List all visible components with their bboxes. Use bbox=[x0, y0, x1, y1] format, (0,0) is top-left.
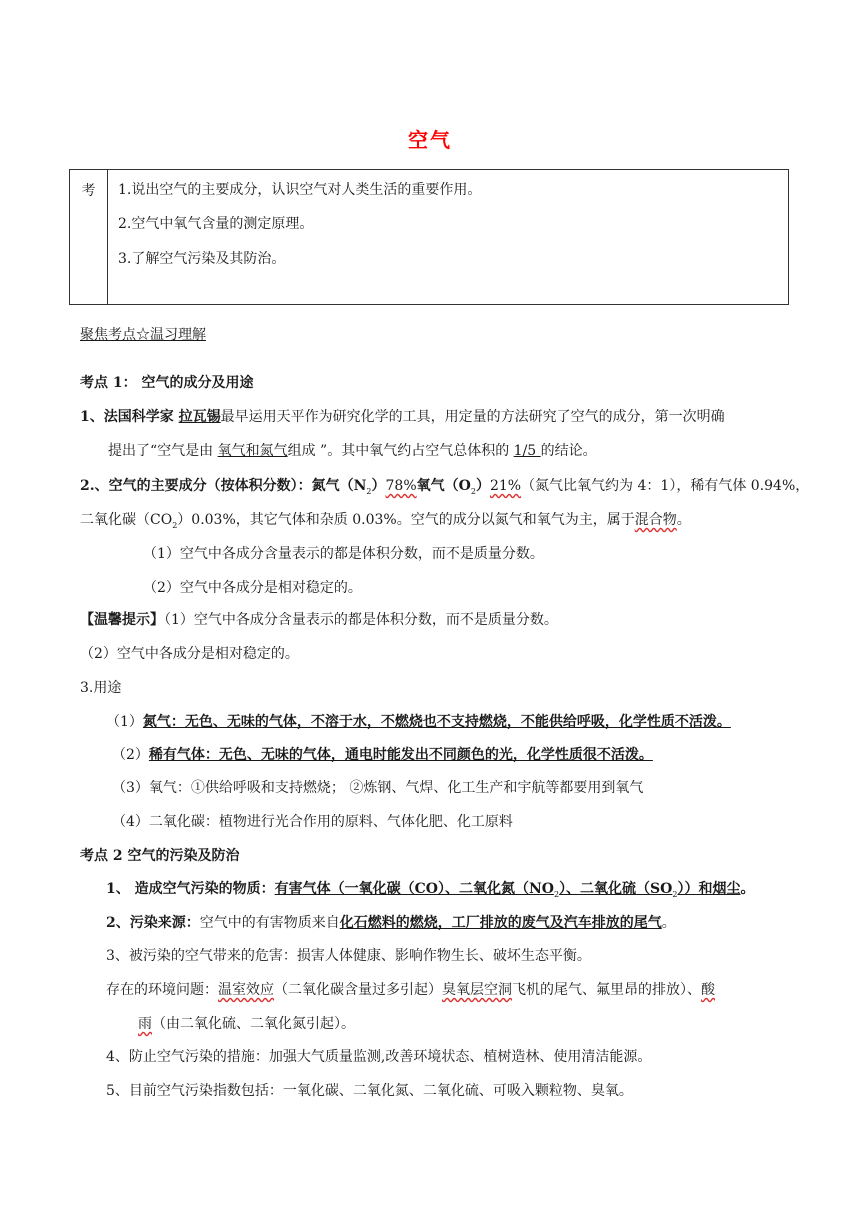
objectives-label: 考 bbox=[70, 170, 108, 304]
objectives-table bbox=[69, 169, 789, 305]
sources-item bbox=[106, 912, 676, 932]
p1-scientist: 拉瓦锡 bbox=[178, 409, 221, 425]
p2-mixture: 混合物 bbox=[634, 512, 677, 528]
note-2: （2）空气中各成分是相对稳定的。 bbox=[143, 580, 362, 596]
env-f: 酸 bbox=[701, 982, 715, 998]
env-line2 bbox=[138, 1013, 355, 1033]
p2-rest: （氮气比氧气约为 4：1），稀有气体 0.94%， bbox=[521, 478, 810, 494]
section-heading: 聚焦考点☆温习理解 bbox=[80, 327, 206, 343]
p2-o2pct: 21% bbox=[489, 478, 522, 494]
i1-u3: ））和烟尘 bbox=[677, 881, 741, 897]
i2-mid: 空气中的有害物质来自 bbox=[199, 915, 340, 931]
use-2-lead: （2） bbox=[112, 747, 149, 763]
env-line1 bbox=[106, 979, 715, 999]
p1-rest: 最早运用天平作为研究化学的工具，用定量的方法研究了空气的成分，第一次明确 bbox=[220, 409, 725, 425]
p2-l2c: 。 bbox=[676, 512, 691, 528]
tip-label: 【温馨提示】 bbox=[80, 612, 164, 628]
point1-p1-line1 bbox=[80, 406, 725, 426]
index-item: 5、目前空气污染指数包括：一氧化碳、二氧化氮、二氧化硫、可吸入颗粒物、臭氧。 bbox=[106, 1083, 633, 1099]
p1-l2c: 组成 ”。其中氧气约占空气总体积的 bbox=[287, 443, 514, 459]
tip-line1 bbox=[80, 609, 558, 629]
use-2-text: 稀有气体：无色、无味的气体，通电时能发出不同颜色的光，化学性质很不活泼。 bbox=[148, 747, 653, 763]
i1-end: 。 bbox=[740, 881, 755, 897]
objective-item: 3.了解空气污染及其防治。 bbox=[118, 251, 286, 267]
p1-l2d: 1/5 bbox=[513, 443, 541, 459]
env-e: 飞机的尾气、氟里昂的排放）、 bbox=[512, 982, 701, 998]
use-1-lead: （1） bbox=[106, 714, 143, 730]
use-1-text: 氮气：无色、无味的气体，不溶于水，不燃烧也不支持燃烧，不能供给呼吸，化学性质不活泼。 bbox=[142, 714, 731, 730]
harm-item: 3、被污染的空气带来的危害：损害人体健康、影响作物生长、破坏生态平衡。 bbox=[106, 948, 591, 964]
prevention-item: 4、防止空气污染的措施：加强大气质量监测,改善环境状态、植树造林、使用清洁能源。 bbox=[106, 1049, 652, 1065]
i1-lead: 1、 造成空气污染的物质： bbox=[106, 881, 275, 897]
p2-o2sub: 2 bbox=[470, 486, 476, 496]
note-1: （1）空气中各成分含量表示的都是体积分数，而不是质量分数。 bbox=[143, 546, 544, 562]
point2-heading: 考点 2 空气的污染及防治 bbox=[80, 848, 240, 864]
env-g: 雨 bbox=[138, 1016, 152, 1032]
env-h: （由二氧化硫、二氧化氮引起）。 bbox=[152, 1016, 355, 1032]
p2-lead: 2.、空气的主要成分（按体积分数）：氮气（N bbox=[80, 478, 367, 494]
i1-sub1: 2 bbox=[553, 889, 560, 899]
p2-mid2: ） bbox=[475, 478, 490, 494]
use-1 bbox=[106, 711, 731, 731]
use-4: （4）二氧化碳：植物进行光合作用的原料、气体化肥、化工原料 bbox=[112, 814, 513, 830]
env-b: 温室效应 bbox=[218, 982, 274, 998]
i2-u: 化石燃料的燃烧，工厂排放的废气及汽车排放的尾气 bbox=[339, 915, 662, 931]
p2-n2sub: 2 bbox=[366, 486, 372, 496]
uses-heading: 3.用途 bbox=[80, 680, 122, 696]
i2-end: 。 bbox=[661, 915, 676, 931]
i1-u2: ）、二氧化硫（SO bbox=[559, 881, 673, 897]
p2-n2pct: 78% bbox=[385, 478, 417, 494]
objective-item: 2.空气中氧气含量的测定原理。 bbox=[118, 216, 314, 232]
p1-l2a: 提出了“空气是由 bbox=[108, 443, 218, 459]
use-2 bbox=[112, 744, 653, 764]
p2-l2b: ）0.03%，其它气体和杂质 0.03%。空气的成分以氮气和氧气为主，属于 bbox=[177, 512, 635, 528]
point1-heading: 考点 1： 空气的成分及用途 bbox=[80, 375, 254, 391]
point1-p2-line1 bbox=[80, 475, 809, 496]
env-c: （二氧化碳含量过多引起） bbox=[274, 982, 442, 998]
tip-2: （2）空气中各成分是相对稳定的。 bbox=[80, 646, 299, 662]
objective-item: 1.说出空气的主要成分，认识空气对人类生活的重要作用。 bbox=[118, 182, 482, 198]
p1-l2e: 的结论。 bbox=[540, 443, 597, 459]
tip-1: （1）空气中各成分含量表示的都是体积分数，而不是质量分数。 bbox=[164, 612, 558, 628]
env-d: 臭氧层空洞 bbox=[442, 982, 512, 998]
p2-co2sub: 2 bbox=[172, 520, 178, 530]
p2-mid1: ） bbox=[371, 478, 386, 494]
p2-o2lead: 氧气（O bbox=[416, 478, 471, 494]
i2-lead: 2、污染来源： bbox=[106, 915, 200, 931]
i1-sub2: 2 bbox=[672, 889, 678, 899]
point1-p1-line2 bbox=[108, 440, 597, 460]
point1-p2-line2 bbox=[80, 509, 691, 530]
env-a: 存在的环境问题： bbox=[106, 982, 218, 998]
p1-lead: 1、法国科学家 bbox=[80, 409, 179, 425]
p1-l2b: 氧气和氮气 bbox=[217, 443, 288, 459]
page-title: 空气 bbox=[408, 128, 452, 152]
i1-u: 有害气体（一氧化碳（CO）、二氧化氮（NO bbox=[274, 881, 554, 897]
pollutants-item bbox=[106, 878, 754, 899]
p2-l2a: 二氧化碳（CO bbox=[80, 512, 173, 528]
use-3: （3）氧气：①供给呼吸和支持燃烧； ②炼钢、气焊、化工生产和宇航等都要用到氧气 bbox=[112, 780, 644, 796]
